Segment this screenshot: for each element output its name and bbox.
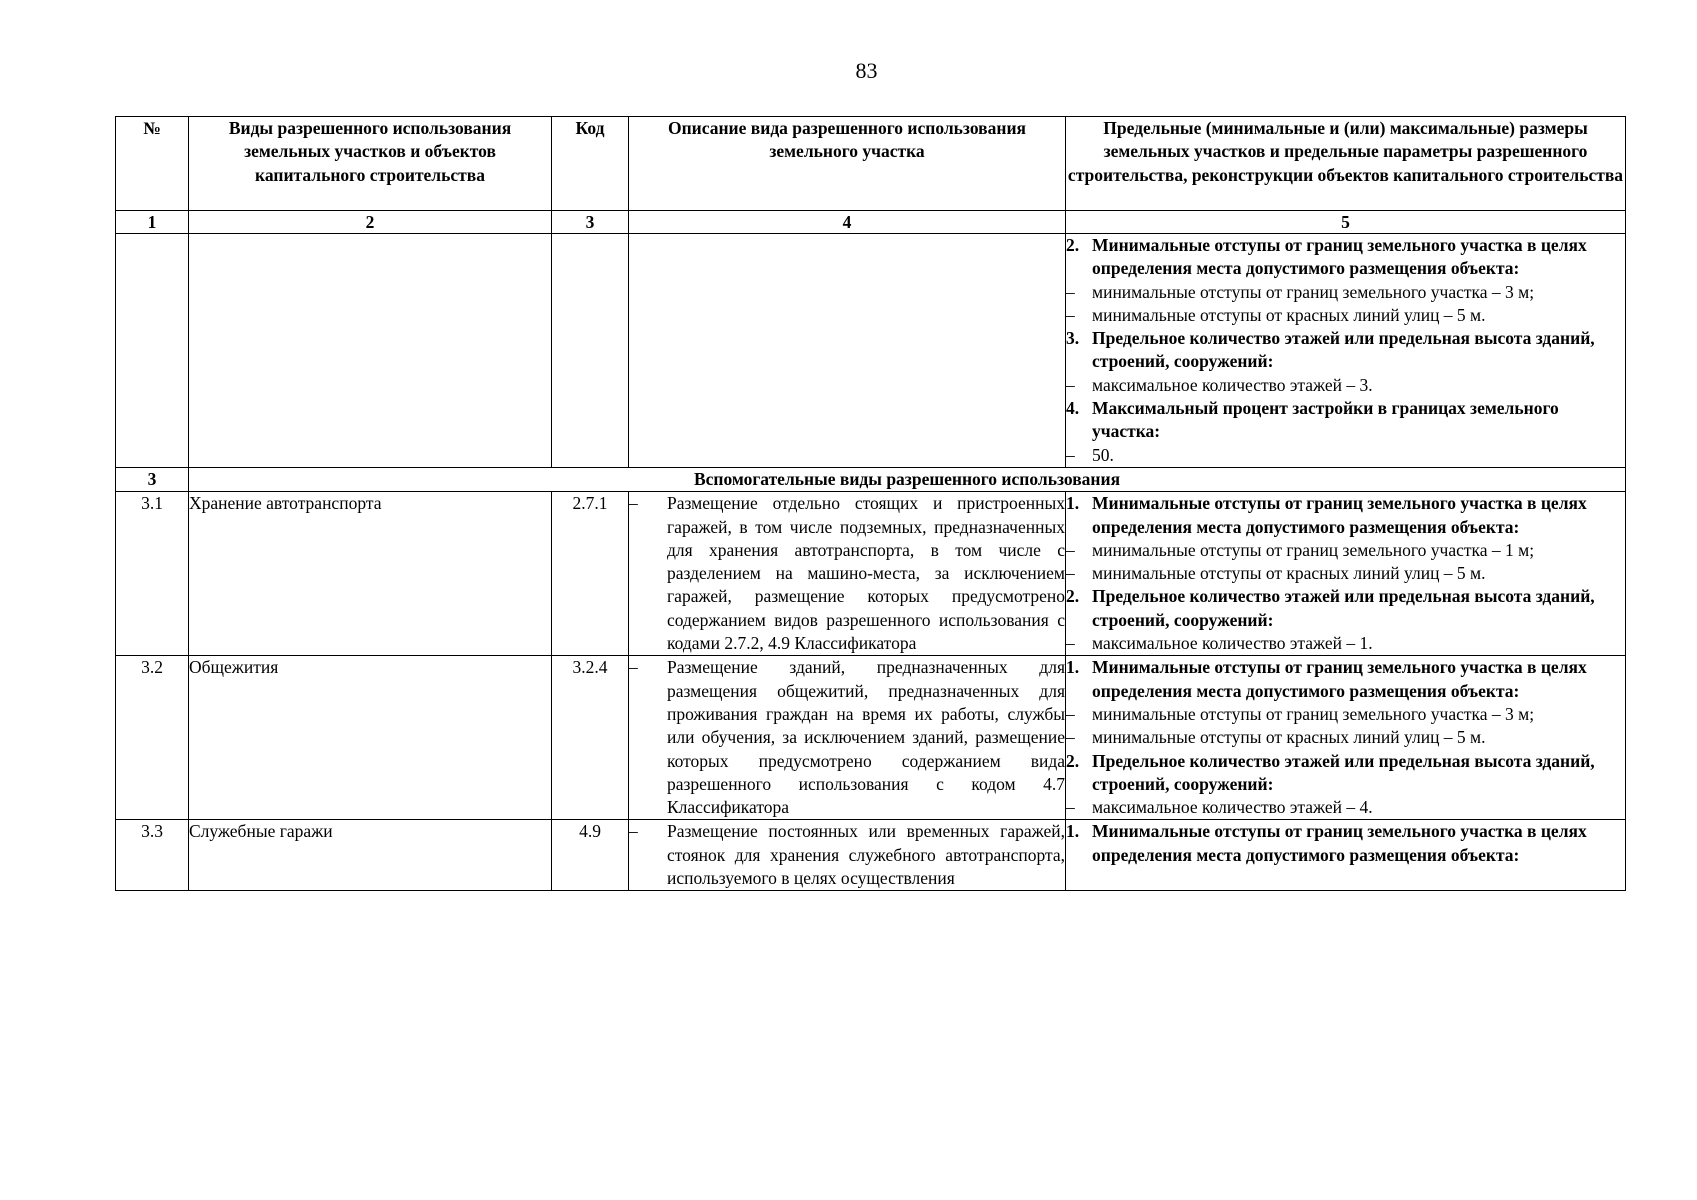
dash-marker: – xyxy=(629,657,638,678)
description-text: Размещение зданий, предназначенных для размещения общежитий, предназначенных для проживания граждан на время их работы, службы или обучения, за исключением зданий, размещение которых предусмотрено содержанием вида разрешенного использования с кодом 4.7 Классификатора xyxy=(667,657,1065,818)
row-number: 3.3 xyxy=(116,820,189,891)
header-parameters: Предельные (минимальные и (или) максимальные) размеры земельных участков и предельные параметры разрешенного строительства, реконструкции объектов капитального строительства xyxy=(1066,117,1626,211)
table-row xyxy=(116,820,1626,891)
param-item: – минимальные отступы от красных линий улиц – 5 м. xyxy=(1066,304,1486,325)
header-number: № xyxy=(116,117,189,211)
header-description: Описание вида разрешенного использования земельного участка xyxy=(629,117,1066,211)
header-row xyxy=(116,117,1626,211)
use-type-name: Служебные гаражи xyxy=(189,820,552,891)
parameters-cell xyxy=(1066,492,1626,656)
column-number: 3 xyxy=(552,211,629,234)
section-number: 3 xyxy=(116,467,189,491)
parameters-cell xyxy=(1066,820,1626,891)
section-title: Вспомогательные виды разрешенного использования xyxy=(189,467,1626,491)
param-heading: 2. Предельное количество этажей или предельная высота зданий, строений, сооружений: xyxy=(1066,586,1595,630)
column-number: 1 xyxy=(116,211,189,234)
description-cell xyxy=(629,820,1066,891)
description-text: Размещение постоянных или временных гаражей, стоянок для хранения служебного автотранспорта, используемого в целях осуществления xyxy=(667,821,1065,889)
use-type-name: Общежития xyxy=(189,656,552,820)
param-heading: 2. Предельное количество этажей или предельная высота зданий, строений, сооружений: xyxy=(1066,750,1595,794)
continuation-row xyxy=(116,234,1626,468)
use-code: 4.9 xyxy=(552,820,629,891)
param-heading: 1. Минимальные отступы от границ земельного участка в целях определения места допустимого размещения объекта: xyxy=(1066,657,1587,701)
table-cell xyxy=(189,234,552,468)
land-use-table xyxy=(115,116,1626,891)
param-item: – минимальные отступы от красных линий улиц – 5 м. xyxy=(1066,727,1486,748)
dash-marker: – xyxy=(629,821,638,842)
row-number: 3.2 xyxy=(116,656,189,820)
param-item: – минимальные отступы от границ земельного участка – 1 м; xyxy=(1066,539,1535,560)
param-item: – максимальное количество этажей – 4. xyxy=(1066,797,1373,818)
table-row xyxy=(116,492,1626,656)
description-cell xyxy=(629,492,1066,656)
param-item: – минимальные отступы от красных линий улиц – 5 м. xyxy=(1066,563,1486,584)
column-number: 4 xyxy=(629,211,1066,234)
description-text: Размещение отдельно стоящих и пристроенных гаражей, в том числе подземных, предназначенных для хранения автотранспорта, в том числе с разделением на машино-места, за исключением гаражей, размещение которых предусмотрено содержанием видов разрешенного использования с кодами 2.7.2, 4.9 Классификатора xyxy=(667,493,1065,654)
column-number-row xyxy=(116,211,1626,234)
param-heading: 2. Минимальные отступы от границ земельного участка в целях определения места допустимого размещения объекта: xyxy=(1066,235,1587,279)
header-use-type: Виды разрешенного использования земельных участков и объектов капитального строительства xyxy=(189,117,552,211)
column-number: 5 xyxy=(1066,211,1626,234)
table-cell xyxy=(629,234,1066,468)
table-cell xyxy=(116,234,189,468)
param-item: – минимальные отступы от границ земельного участка – 3 м; xyxy=(1066,281,1535,302)
header-code: Код xyxy=(552,117,629,211)
param-item: – максимальное количество этажей – 1. xyxy=(1066,633,1373,654)
page-number: 83 xyxy=(855,58,878,83)
param-heading: 3. Предельное количество этажей или предельная высота зданий, строений, сооружений: xyxy=(1066,328,1595,372)
row-number: 3.1 xyxy=(116,492,189,656)
parameters-cell xyxy=(1066,234,1626,468)
dash-marker: – xyxy=(629,493,638,514)
parameters-cell xyxy=(1066,656,1626,820)
param-item: – максимальное количество этажей – 3. xyxy=(1066,374,1373,395)
column-number: 2 xyxy=(189,211,552,234)
use-type-name: Хранение автотранспорта xyxy=(189,492,552,656)
use-code: 3.2.4 xyxy=(552,656,629,820)
section-row xyxy=(116,467,1626,491)
param-heading: 4. Максимальный процент застройки в границах земельного участка: xyxy=(1066,398,1559,442)
param-heading: 1. Минимальные отступы от границ земельного участка в целях определения места допустимого размещения объекта: xyxy=(1066,821,1587,865)
table-row xyxy=(116,656,1626,820)
param-item: – минимальные отступы от границ земельного участка – 3 м; xyxy=(1066,703,1535,724)
param-item: – 50. xyxy=(1066,444,1114,465)
use-code: 2.7.1 xyxy=(552,492,629,656)
description-cell xyxy=(629,656,1066,820)
param-heading: 1. Минимальные отступы от границ земельного участка в целях определения места допустимого размещения объекта: xyxy=(1066,493,1587,537)
table-cell xyxy=(552,234,629,468)
